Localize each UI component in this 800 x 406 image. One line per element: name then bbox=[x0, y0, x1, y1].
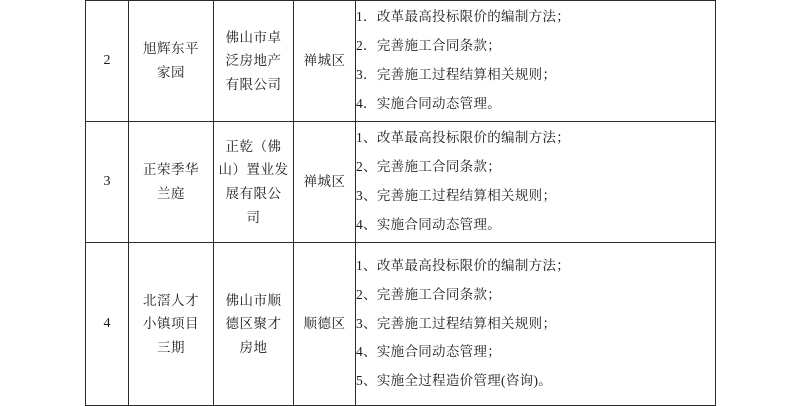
project-name-line: 正荣季华 bbox=[143, 162, 199, 178]
reform-item: 5、实施全过程造价管理(咨询)。 bbox=[356, 373, 553, 389]
build-unit-line: 德区聚才 bbox=[225, 316, 282, 332]
reform-projects-table bbox=[85, 0, 716, 406]
table-row bbox=[86, 1, 716, 122]
reform-item: 1、改革最高投标限价的编制方法； bbox=[356, 257, 571, 273]
reform-item: 3、完善施工过程结算相关规则； bbox=[356, 315, 557, 331]
reform-item: 4．实施合同动态管理。 bbox=[356, 95, 502, 111]
reform-item: 2、完善施工合同条款； bbox=[356, 286, 502, 302]
reform-item: 2．完善施工合同条款； bbox=[356, 38, 502, 54]
project-name-line: 家园 bbox=[157, 65, 185, 80]
reform-item: 4、实施合同动态管理。 bbox=[356, 216, 502, 232]
project-name-cell bbox=[129, 243, 214, 406]
reform-items-cell bbox=[356, 243, 716, 406]
project-name-line: 兰庭 bbox=[157, 186, 185, 201]
table-row bbox=[86, 243, 716, 406]
build-unit-line: 佛山市卓 bbox=[225, 29, 282, 45]
project-name-line: 北滘人才 bbox=[143, 292, 199, 308]
row-number-cell: 3 bbox=[86, 122, 129, 243]
reform-item: 2、完善施工合同条款； bbox=[356, 159, 502, 175]
build-unit-line: 正乾（佛 bbox=[225, 138, 282, 154]
reform-item: 3．完善施工过程结算相关规则； bbox=[356, 67, 557, 82]
row-number-cell: 4 bbox=[86, 243, 129, 406]
project-name-line: 旭辉东平 bbox=[143, 41, 199, 57]
build-unit-line: 佛山市顺 bbox=[225, 292, 282, 308]
project-name-cell bbox=[129, 122, 214, 243]
reform-item: 1、改革最高投标限价的编制方法； bbox=[356, 130, 571, 146]
reform-item: 4、实施合同动态管理； bbox=[356, 344, 502, 360]
project-name-line: 小镇项目 bbox=[143, 316, 199, 332]
district-cell: 顺德区 bbox=[294, 243, 356, 406]
project-name-line: 三期 bbox=[157, 339, 185, 355]
reform-items-cell bbox=[356, 1, 716, 122]
build-unit-line: 展有限公 bbox=[225, 186, 282, 201]
build-unit-cell bbox=[214, 1, 294, 122]
build-unit-line: 泛房地产 bbox=[225, 53, 282, 69]
row-number-cell: 2 bbox=[86, 1, 129, 122]
build-unit-cell bbox=[214, 122, 294, 243]
project-name-cell bbox=[129, 1, 214, 122]
district-cell: 禅城区 bbox=[294, 122, 356, 243]
table-row bbox=[86, 122, 716, 243]
district-cell: 禅城区 bbox=[294, 1, 356, 122]
build-unit-cell bbox=[214, 243, 294, 406]
build-unit-line: 司 bbox=[246, 209, 261, 225]
reform-item: 1．改革最高投标限价的编制方法； bbox=[356, 9, 571, 25]
build-unit-line: 山）置业发 bbox=[218, 162, 289, 178]
build-unit-line: 房地 bbox=[239, 339, 268, 355]
reform-item: 3、完善施工过程结算相关规则； bbox=[356, 188, 557, 203]
build-unit-line: 有限公司 bbox=[225, 76, 282, 92]
reform-items-cell bbox=[356, 122, 716, 243]
